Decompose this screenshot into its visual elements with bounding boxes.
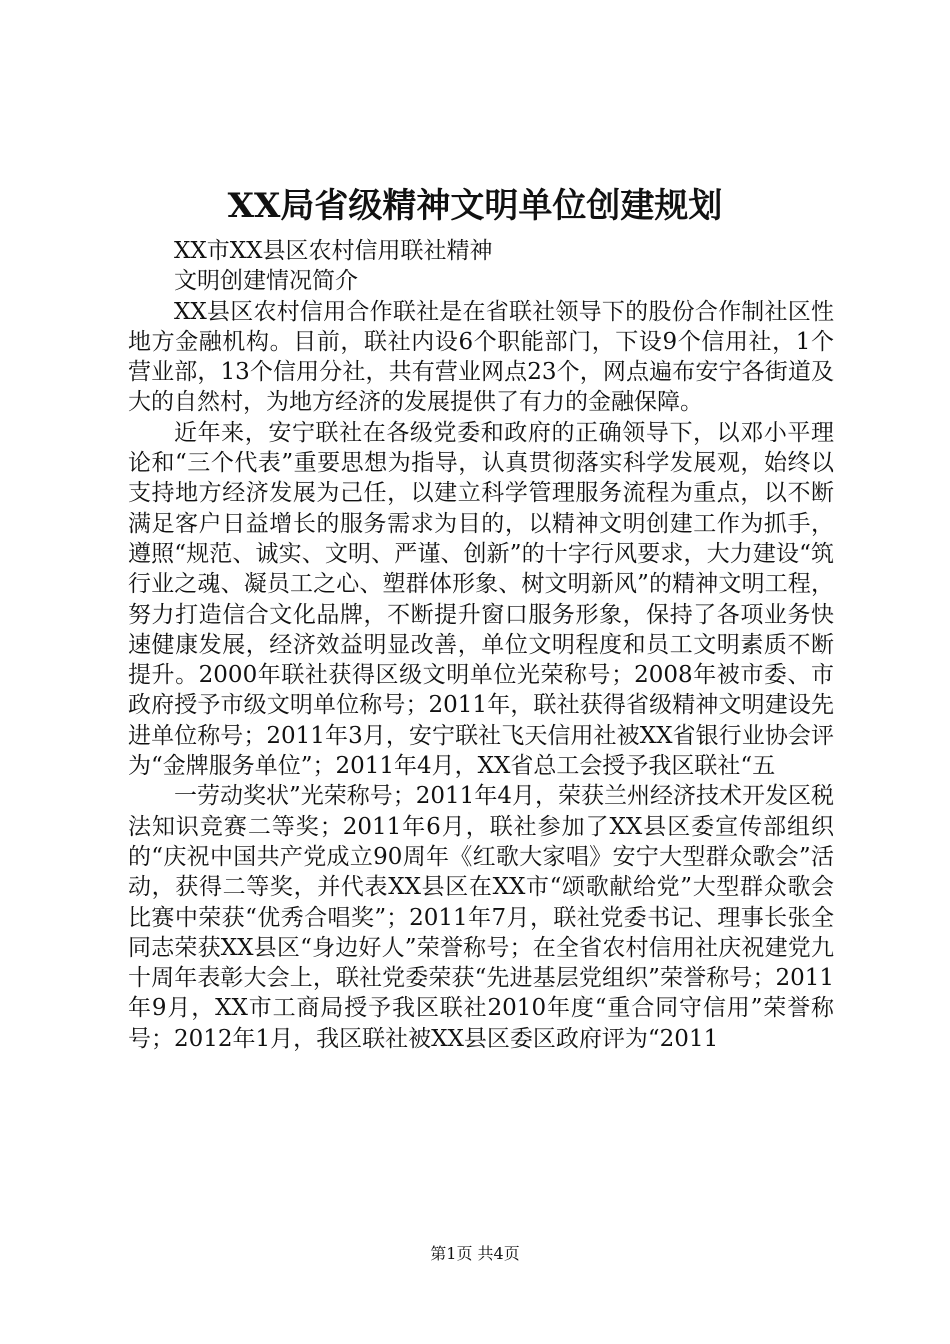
- document-title: XX局省级精神文明单位创建规划: [227, 186, 723, 226]
- document-body: [128, 236, 834, 1054]
- paragraph-intro: XX县区农村信用合作联社是在省联社领导下的股份合作制社区性地方金融机构。目前，联社内设6个职能部门，下设9个信用社，1个营业部，13个信用分社，共有营业网点23个，网点遍布安宁各街道及大的自然村，为地方经济的发展提供了有力的金融保障。: [128, 298, 834, 416]
- paragraph-subtitle-line-1: XX市XX县区农村信用联社精神: [174, 238, 493, 264]
- paragraph-achievements: 近年来，安宁联社在各级党委和政府的正确领导下，以邓小平理论和“三个代表”重要思想为指导，认真贯彻落实科学发展观，始终以支持地方经济发展为己任，以建立科学管理服务流程为重点，以不断满足客户日益增长的服务需求为目的，以精神文明创建工作为抓手，遵照“规范、诚实、文明、严谨、创新”的十字行风要求，大力建设“筑行业之魂、凝员工之心、塑群体形象、树文明新风”的精神文明工程，努力打造信合文化品牌，不断提升窗口服务形象，保持了各项业务快速健康发展，经济效益明显改善，单位文明程度和员工文明素质不断提升。2000年联社获得区级文明单位光荣称号；2008年被市委、市政府授予市级文明单位称号；2011年，联社获得省级精神文明建设先进单位称号；2011年3月，安宁联社飞天信用社被XX省银行业协会评为“金牌服务单位”；2011年4月，XX省总工会授予我区联社“五: [128, 419, 834, 780]
- paragraph-honors: 一劳动奖状”光荣称号；2011年4月，荣获兰州经济技术开发区税法知识竞赛二等奖；2011年6月，联社参加了XX县区委宣传部组织的“庆祝中国共产党成立90周年《红歌大家唱》安宁大型群众歌会”活动，获得二等奖，并代表XX县区在XX市“颂歌献给党”大型群众歌会比赛中荣获“优秀合唱奖”；2011年7月，联社党委书记、理事长张全同志荣获XX县区“身边好人”荣誉称号；在全省农村信用社庆祝建党九十周年表彰大会上，联社党委荣获“先进基层党组织”荣誉称号；2011年9月，XX市工商局授予我区联社2010年度“重合同守信用”荣誉称号；2012年1月，我区联社被XX县区委区政府评为“2011: [128, 783, 834, 1052]
- page-number-footer: 第1页 共4页: [430, 1244, 520, 1263]
- paragraph-subtitle-line-2: 文明创建情况简介: [174, 268, 358, 295]
